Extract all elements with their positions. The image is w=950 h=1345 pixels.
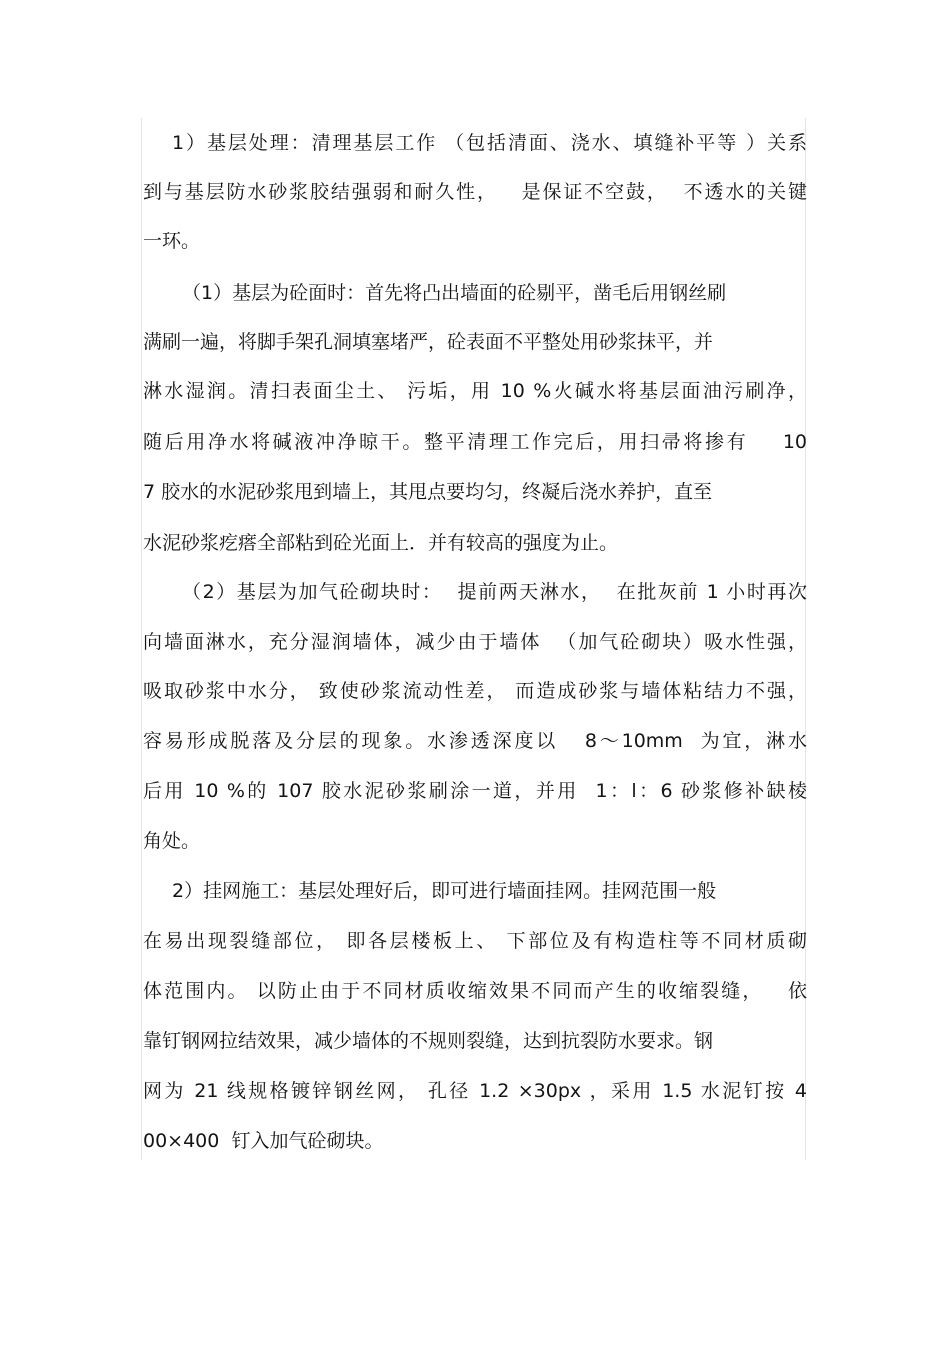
- paragraph-line: 随后用净水将碱液冲净晾干。整平清理工作完后，用扫帚将掺有 10: [143, 431, 807, 453]
- paragraph-line: 满刷一遍，将脚手架孔洞填塞堵严，砼表面不平整处用砂浆抹平，并: [143, 331, 714, 353]
- paragraph-line: 00×400 钉入加气砼砌块。: [143, 1130, 384, 1152]
- paragraph-line: 在易出现裂缝部位， 即各层楼板上、 下部位及有构造柱等不同材质砌: [143, 930, 807, 952]
- paragraph-line: 体范围内。 以防止由于不同材质收缩效果不同而产生的收缩裂缝， 依: [143, 980, 807, 1002]
- paragraph-line: 到与基层防水砂浆胶结强弱和耐久性， 是保证不空鼓， 不透水的关键: [143, 181, 807, 203]
- paragraph-line: 一环。: [143, 230, 201, 252]
- paragraph-line: （2）基层为加气砼砌块时： 提前两天淋水， 在批灰前 1 小时再次: [182, 581, 807, 603]
- paragraph-line: 2）挂网施工：基层处理好后，即可进行墙面挂网。挂网范围一般: [172, 880, 717, 902]
- paragraph-line: 水泥砂浆疙瘩全部粘到砼光面上．并有较高的强度为止。: [143, 532, 619, 554]
- paragraph-line: 靠钉钢网拉结效果，减少墙体的不规则裂缝，达到抗裂防水要求。钢: [143, 1030, 714, 1052]
- paragraph-line: 网为 21 线规格镀锌钢丝网， 孔径 1.2 ×30px ，采用 1.5 水泥钉按 4: [143, 1080, 807, 1102]
- paragraph-line: （1）基层为砼面时：首先将凸出墙面的砼剔平，凿毛后用钢丝刷: [182, 282, 727, 304]
- paragraph-line: 向墙面淋水，充分湿润墙体，减少由于墙体 （加气砼砌块）吸水性强，: [143, 631, 807, 653]
- paragraph-line: 角处。: [143, 830, 201, 852]
- paragraph-line: 淋水湿润。清扫表面尘土、 污垢，用 10 %火碱水将基层面油污刷净，: [143, 380, 807, 402]
- paragraph-line: 1）基层处理：清理基层工作 （包括清面、浇水、填缝补平等 ）关系: [172, 132, 807, 154]
- paragraph-line: 7 胶水的水泥砂浆甩到墙上，其甩点要均匀，终凝后浇水养护，直至: [143, 481, 713, 503]
- paragraph-line: 容易形成脱落及分层的现象。水渗透深度以 8～10mm 为宜，淋水: [143, 730, 807, 752]
- paragraph-line: 后用 10 %的 107 胶水泥砂浆刷涂一道，并用 1：l：6 砂浆修补缺棱: [143, 780, 807, 802]
- paragraph-line: 吸取砂浆中水分， 致使砂浆流动性差， 而造成砂浆与墙体粘结力不强，: [143, 680, 807, 702]
